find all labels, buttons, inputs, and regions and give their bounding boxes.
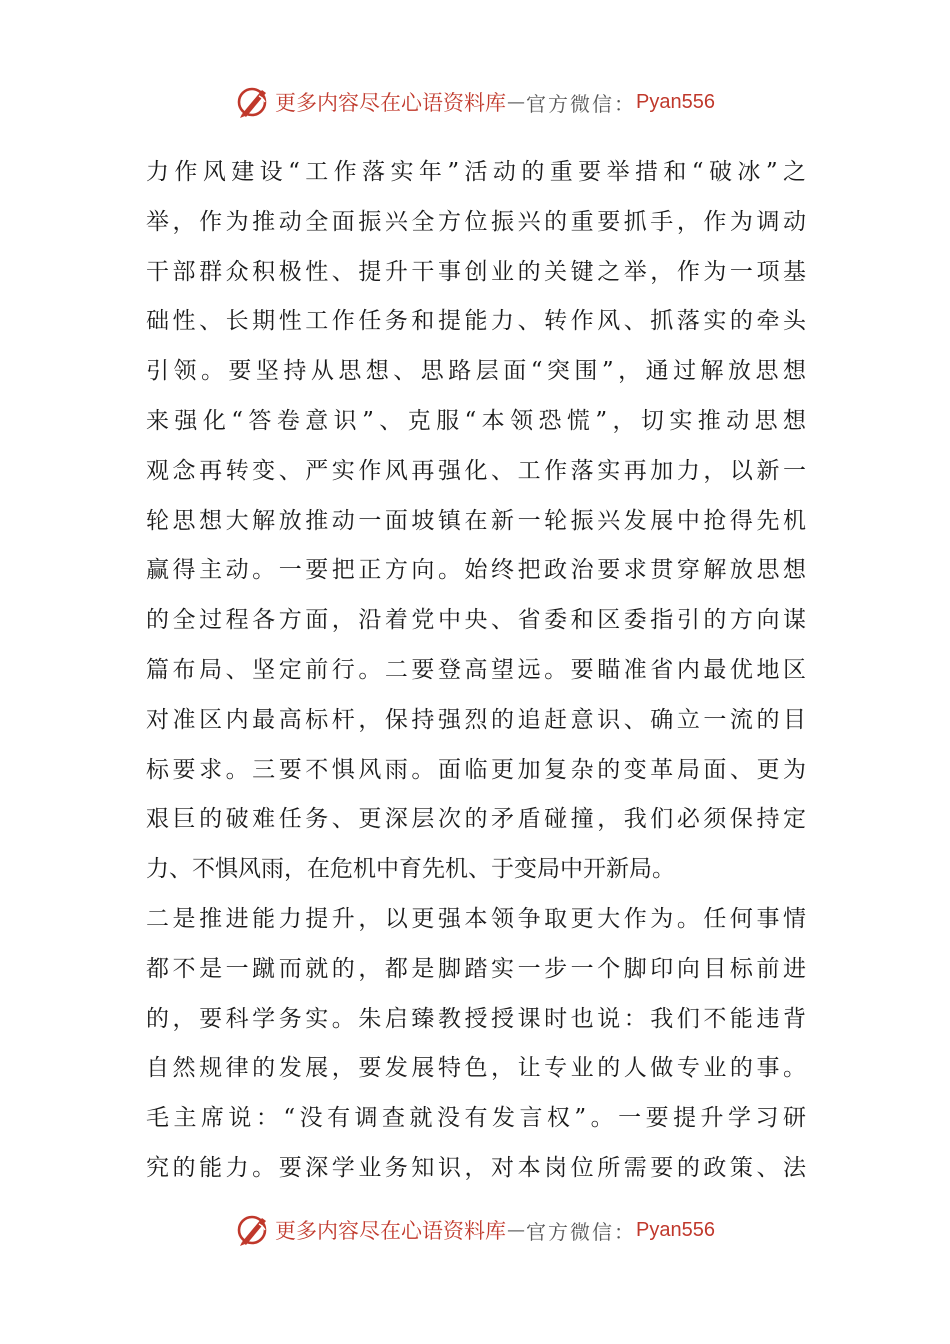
text-line: 的，要科学务实。朱启臻教授授课时也说：我们不能违背: [146, 1005, 806, 1032]
footer-banner: [0, 1210, 950, 1250]
text-line: 对准区内最高标杆，保持强烈的追赶意识、确立一流的目: [146, 706, 806, 733]
text-line: 观念再转变、严实作风再强化、工作落实再加力，以新一: [146, 457, 806, 484]
text-line: 干部群众积极性、提升干事创业的关键之举，作为一项基: [146, 258, 806, 285]
text-line: 自然规律的发展，要发展特色，让专业的人做专业的事。: [146, 1055, 806, 1082]
text-line: 轮思想大解放推动一面坡镇在新一轮振兴发展中抢得先机: [146, 507, 806, 534]
text-line: 艰巨的破难任务、更深层次的矛盾碰撞，我们必须保持定: [146, 806, 806, 833]
pen-circle-logo-icon: [235, 84, 271, 120]
text-line: 篇布局、坚定前行。二要登高望远。要瞄准省内最优地区: [146, 656, 806, 683]
text-line: 的全过程各方面，沿着党中央、省委和区委指引的方向谋: [146, 607, 806, 634]
footer-dash: —: [507, 1219, 526, 1241]
text-line: 举，作为推动全面振兴全方位振兴的重要抓手，作为调动: [146, 208, 806, 235]
header-wechat-id: Pyan556: [636, 90, 715, 113]
text-line: 究的能力。要深学业务知识，对本岗位所需要的政策、法: [146, 1154, 806, 1181]
header-wechat-label: 官方微信：: [526, 91, 637, 116]
footer-wechat-id: Pyan556: [636, 1218, 715, 1241]
header-site-text: 更多内容尽在心语资料库: [275, 91, 507, 115]
footer-wechat-label: 官方微信：: [526, 1219, 637, 1244]
text-line: 标要求。三要不惧风雨。面临更加复杂的变革局面、更为: [146, 756, 806, 783]
text-line: 力、不惧风雨，在危机中育先机、于变局中开新局。: [146, 856, 675, 883]
footer-site-text: 更多内容尽在心语资料库: [275, 1219, 507, 1243]
text-line: 础性、长期性工作任务和提能力、转作风、抓落实的牵头: [146, 308, 806, 335]
text-line: 来强化“答卷意识”、克服“本领恐慌”，切实推动思想: [146, 407, 806, 434]
header-banner: [0, 82, 950, 122]
pen-circle-logo-icon: [235, 1212, 271, 1248]
body-text: [146, 148, 806, 1194]
text-line: 二是推进能力提升，以更强本领争取更大作为。任何事情: [146, 905, 806, 932]
text-line: 赢得主动。一要把正方向。始终把政治要求贯穿解放思想: [146, 557, 806, 584]
text-line: 引领。要坚持从思想、思路层面“突围”，通过解放思想: [146, 358, 806, 385]
text-line: 力作风建设“工作落实年”活动的重要举措和“破冰”之: [146, 159, 806, 185]
text-line: 都不是一蹴而就的，都是脚踏实一步一个脚印向目标前进: [146, 955, 806, 982]
text-line: 毛主席说：“没有调查就没有发言权”。一要提升学习研: [146, 1105, 806, 1132]
header-dash: —: [507, 91, 526, 113]
